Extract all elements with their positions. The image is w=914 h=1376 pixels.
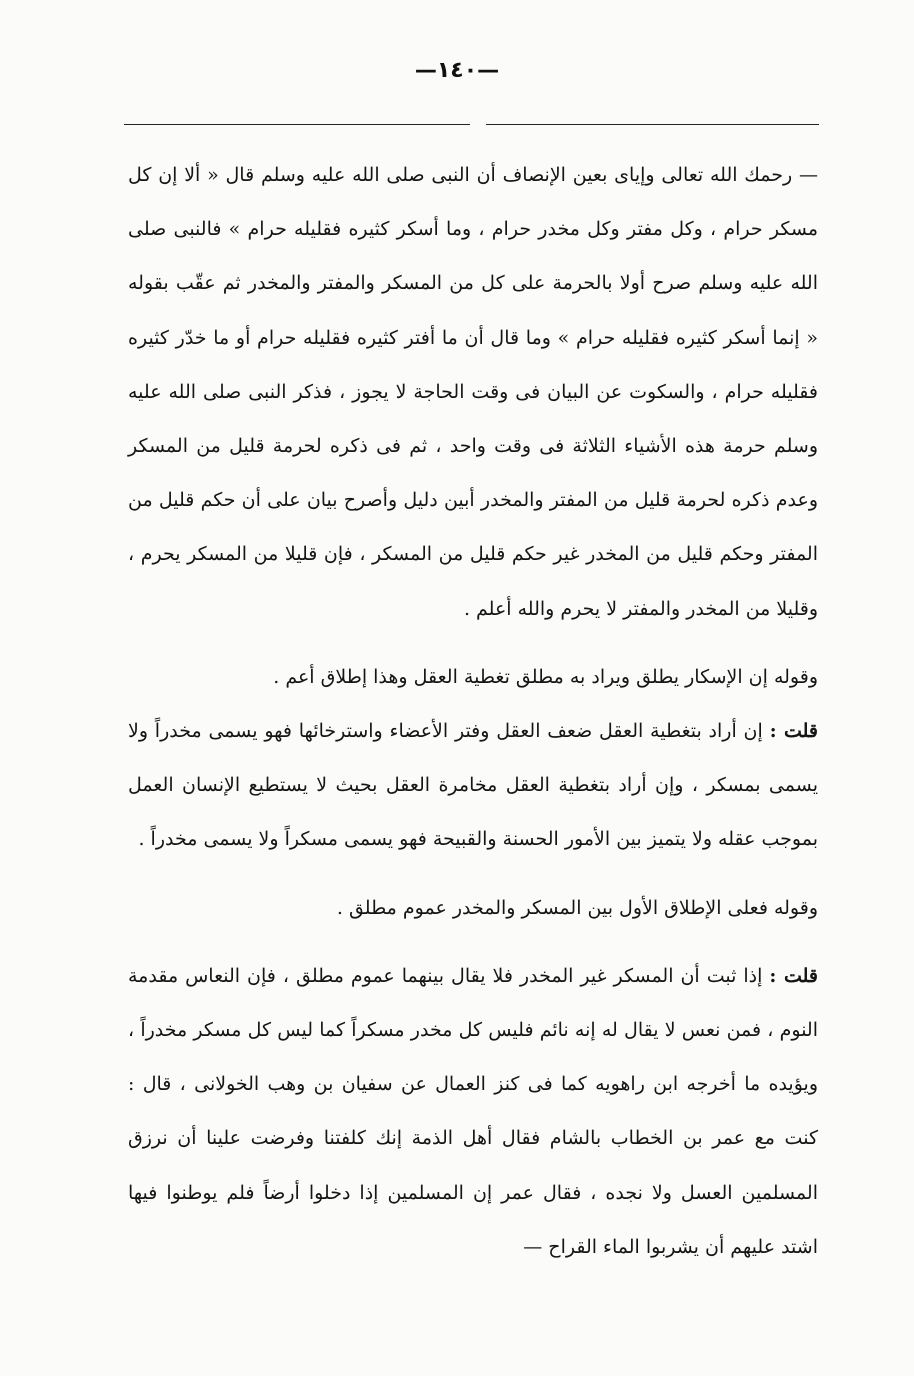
paragraph-1 (128, 148, 818, 636)
page-number: —١٤٠— (414, 58, 500, 83)
paragraph-2 (128, 650, 818, 704)
paragraph-2-text: وقوله إن الإسكار يطلق ويراد به مطلق تغطية العقل وهذا إطلاق أعم . (273, 665, 818, 688)
paragraph-4 (128, 881, 818, 935)
paragraph-5 (128, 949, 818, 1274)
paragraph-3 (128, 704, 818, 867)
paragraph-4-text: وقوله فعلى الإطلاق الأول بين المسكر والمخدر عموم مطلق . (336, 896, 818, 919)
body-text (128, 148, 818, 1274)
paragraph-3-text: إن أراد بتغطية العقل ضعف العقل وفتر الأعضاء واسترخائها فهو يسمى مخدراً ولا يسمى بمسكر ، وإن أراد بتغطية العقل مخامرة العقل بحيث لا يستطيع الإنسان العمل بموجب عقله ولا يتميز بين الأمور الحسنة والقبيحة فهو يسمى مسكراً ولا يسمى مخدراً . (128, 720, 818, 851)
paragraph-5-lead: قلت : (769, 964, 818, 987)
paragraph-1-text: — رحمك الله تعالى وإياى بعين الإنصاف أن النبى صلى الله عليه وسلم قال « ألا إن كل مسكر حرام ، وكل مفتر وكل مخدر حرام ، وما أسكر كثيره فقليله حرام » فالنبى صلى الله عليه وسلم صرح أولا بالحرمة على كل من المسكر والمفتر والمخدر ثم عقّب بقوله « إنما أسكر كثيره فقليله حرام » وما قال أن ما أفتر كثيره فقليله حرام أو ما خدّر كثيره فقليله حرام ، والسكوت عن البيان فى وقت الحاجة لا يجوز ، فذكر النبى صلى الله عليه وسلم حرمة هذه الأشياء الثلاثة فى وقت واحد ، ثم فى ذكره لحرمة قليل من المسكر وعدم ذكره لحرمة قليل من المفتر والمخدر أبين دليل وأصرح بيان على أن حكم قليل من المفتر وحكم قليل من المخدر غير حكم قليل من المسكر ، فإن قليلا من المسكر يحرم ، وقليلا من المخدر والمفتر لا يحرم والله أعلم . (128, 164, 818, 620)
header-rule-gap (470, 119, 486, 129)
paragraph-3-lead: قلت : (769, 720, 818, 743)
paragraph-5-text: إذا ثبت أن المسكر غير المخدر فلا يقال بينهما عموم مطلق ، فإن النعاس مقدمة النوم ، فمن نعس لا يقال له إنه نائم فليس كل مخدر مسكراً كما ليس كل مسكر مخدراً ، ويؤيده ما أخرجه ابن راهويه كما فى كنز العمال عن سفيان بن وهب الخولانى ، قال : كنت مع عمر بن الخطاب بالشام فقال أهل الذمة إنك كلفتنا وفرضت علينا أن نرزق المسلمين العسل ولا نجده ، فقال عمر إن المسلمين إذا دخلوا أرضاً فلم يوطنوا فيها اشتد عليهم أن يشربوا الماء القراح — (128, 964, 818, 1258)
